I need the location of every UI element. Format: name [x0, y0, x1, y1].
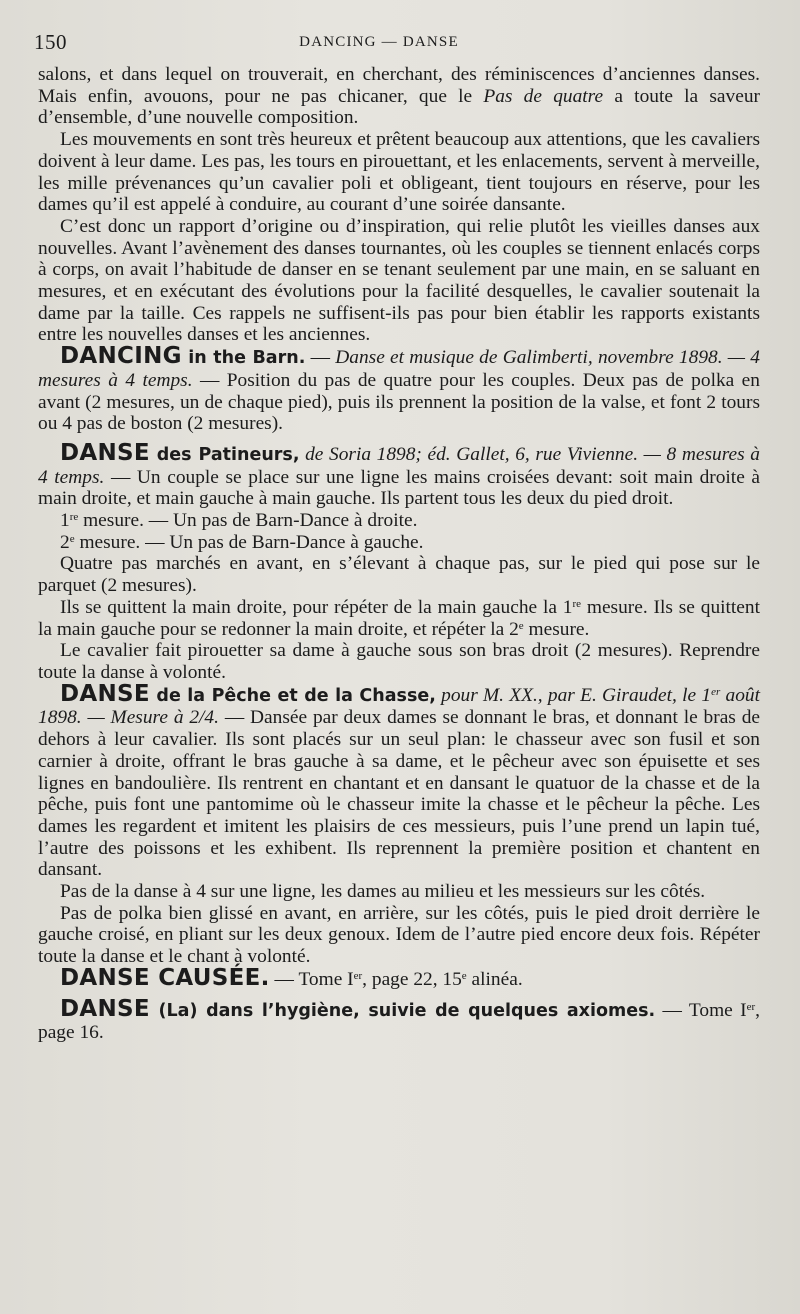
measure-ordinal: re: [69, 511, 79, 524]
paragraph-text: mesure.: [523, 618, 590, 640]
ordinal: e: [461, 969, 467, 982]
paragraph-text: Ils se quittent la main droite, pour répéter de la main gauche la 1: [60, 596, 573, 618]
page-body: [38, 64, 760, 1044]
patineurs-paragraph-c: Le cavalier fait pirouetter sa dame à gauche sous son bras droit (2 mesures). Reprendre toute la danse à volonté.: [38, 640, 760, 683]
entry-head-tail: de la Pêche et de la Chasse,: [149, 685, 436, 706]
entry-source-end: août 1898. — Mesure à 2/4.: [38, 684, 760, 729]
intro-p1-italic: Pas de quatre: [483, 85, 604, 107]
measure-1: [38, 510, 760, 532]
entry-head: DANSE: [60, 439, 150, 466]
entry-text: — Position du pas de quatre pour les couples. Deux pas de polka en avant (2 mesures, un de chaque pied), puis ils prennent la position de la valse, et font 2 tours ou 4 pas de boston (2 mesures).: [38, 369, 760, 435]
entry-text: — Tome I: [269, 968, 354, 990]
entry-head-tail: des Patineurs,: [149, 444, 300, 465]
ordinal: re: [572, 597, 582, 610]
patineurs-paragraph-b: [38, 597, 760, 640]
entry-head: DANSE: [60, 995, 150, 1022]
measure-ordinal: e: [69, 532, 75, 545]
measure-text: mesure. — Un pas de Barn-Dance à gauche.: [74, 531, 424, 553]
measure-text: mesure. — Un pas de Barn-Dance à droite.: [78, 510, 418, 532]
entry-source: pour M. XX., par E. Giraudet, le 1: [435, 684, 712, 706]
entry-danse-des-patineurs: [38, 439, 760, 510]
intro-paragraph-2: Les mouvements en sont très heureux et prêtent beaucoup aux attentions, que les cavaliers doivent à leur dame. Les pas, les tours en pirouettant, et les enlacements, servent à merveille, les mille prévenances qu’un cavalier poli et obligeant, tient toujours en réserve, pour les dames qu’il est appelé à conduire, au courant d’une soirée dansante.: [38, 129, 760, 216]
entry-source: de Soria 1898; éd. Gallet, 6, rue Vivienne. — 8 mesures à 4 temps.: [38, 443, 760, 488]
ordinal: er: [746, 1000, 756, 1013]
intro-paragraph-1: [38, 64, 760, 129]
entry-text: — Tome I: [655, 999, 747, 1021]
measure-number: 2: [60, 531, 70, 553]
entry-danse-hygiene: [38, 995, 760, 1044]
paragraph-text: mesure. Ils se quittent la main gauche pour se redonner la main droite, et répéter la 2: [38, 596, 760, 640]
entry-head-tail: in the Barn.: [181, 348, 306, 369]
intro-p1-text-end: a toute la saveur d’ensemble, d’une nouvelle composition.: [38, 85, 760, 129]
entry-head: DANSE CAUSÉE.: [60, 964, 270, 991]
entry-text: , page 22, 15: [362, 968, 462, 990]
page-number: 150: [34, 30, 67, 54]
ordinal: er: [353, 969, 363, 982]
entry-head: DANCING: [60, 343, 182, 370]
entry-danse-de-la-peche: [38, 680, 760, 881]
entry-head-tail: (La) dans l’hygiène, suivie de quelques axiomes.: [149, 1000, 656, 1021]
entry-text: — Un couple se place sur une ligne les mains croisées devant: soit main droite à main droite, et main gauche à main gauche. Ils partent tous les deux du pied droit.: [38, 466, 760, 510]
running-head: DANCING — DANSE: [299, 34, 459, 50]
entry-text: , page 16.: [38, 999, 760, 1044]
patineurs-paragraph-a: Quatre pas marchés en avant, en s’élevant à chaque pas, sur le pied qui pose sur le parquet (2 mesures).: [38, 553, 760, 597]
entry-dancing-in-the-barn: [38, 343, 760, 435]
measure-2: [38, 532, 760, 554]
entry-dash: —: [305, 347, 336, 369]
entry-head: DANSE: [60, 680, 150, 707]
entry-text: alinéa.: [466, 968, 523, 990]
intro-p1-text: salons, et dans lequel on trouverait, en cherchant, des réminiscences d’anciennes danses. Mais enfin, avouons, pour ne pas chicaner, que le: [38, 64, 760, 107]
measure-number: 1: [60, 510, 70, 532]
page-header: [34, 28, 760, 64]
peche-paragraph-a: Pas de la danse à 4 sur une ligne, les dames au milieu et les messieurs sur les côtés.: [60, 881, 706, 903]
ordinal: e: [518, 619, 524, 632]
entry-danse-causee: [38, 964, 760, 991]
peche-paragraph-b: Pas de polka bien glissé en avant, en arrière, sur les côtés, puis le pied droit derrière le gauche croisé, en pliant sur les deux genoux. Idem de l’autre pied encore deux fois. Répéter toute la danse et le chant à volonté.: [38, 902, 760, 968]
entry-source-ordinal: er: [711, 685, 721, 698]
entry-text: — Dansée par deux dames se donnant le bras, et donnant le bras de dehors à leur cavalier. Ils sont placés sur un seul plan: le chasseur avec son fusil et son carnier à droite, offrant le bras gauche à sa dame, et le pêcheur avec son épuisette et ses lignes en bandoulière. Ils rentrent en chantant et en dansant le quatuor de la chasse et de la pêche, puis font une pantomime où le chasseur imite la chasse et le pêcheur la pêche. Les dames les regardent et imitent les plaisirs de ces messieurs, puis l’une prend un lapin tué, l’autre des poissons et les exhibent. Ils reprennent la première position et chantent en dansant.: [38, 707, 760, 881]
entry-source: Danse et musique de Galimberti, novembre 1898. — 4 mesures à 4 temps.: [38, 347, 760, 391]
intro-paragraph-3: C’est donc un rapport d’origine ou d’inspiration, qui relie plutôt les vieilles danses aux nouvelles. Avant l’avènement des danses tournantes, où les couples se tiennent enlacés corps à corps, on avait l’habitude de danser en se tenant seulement par une main, en se saluant en mesures, et en exécutant des évolutions pour la facilité desquelles, le cavalier soutenait la dame par la taille. Ces rappels ne suffisent-ils pas pour bien établir les rapports existants entre les nouvelles danses et les anciennes.: [38, 215, 760, 346]
